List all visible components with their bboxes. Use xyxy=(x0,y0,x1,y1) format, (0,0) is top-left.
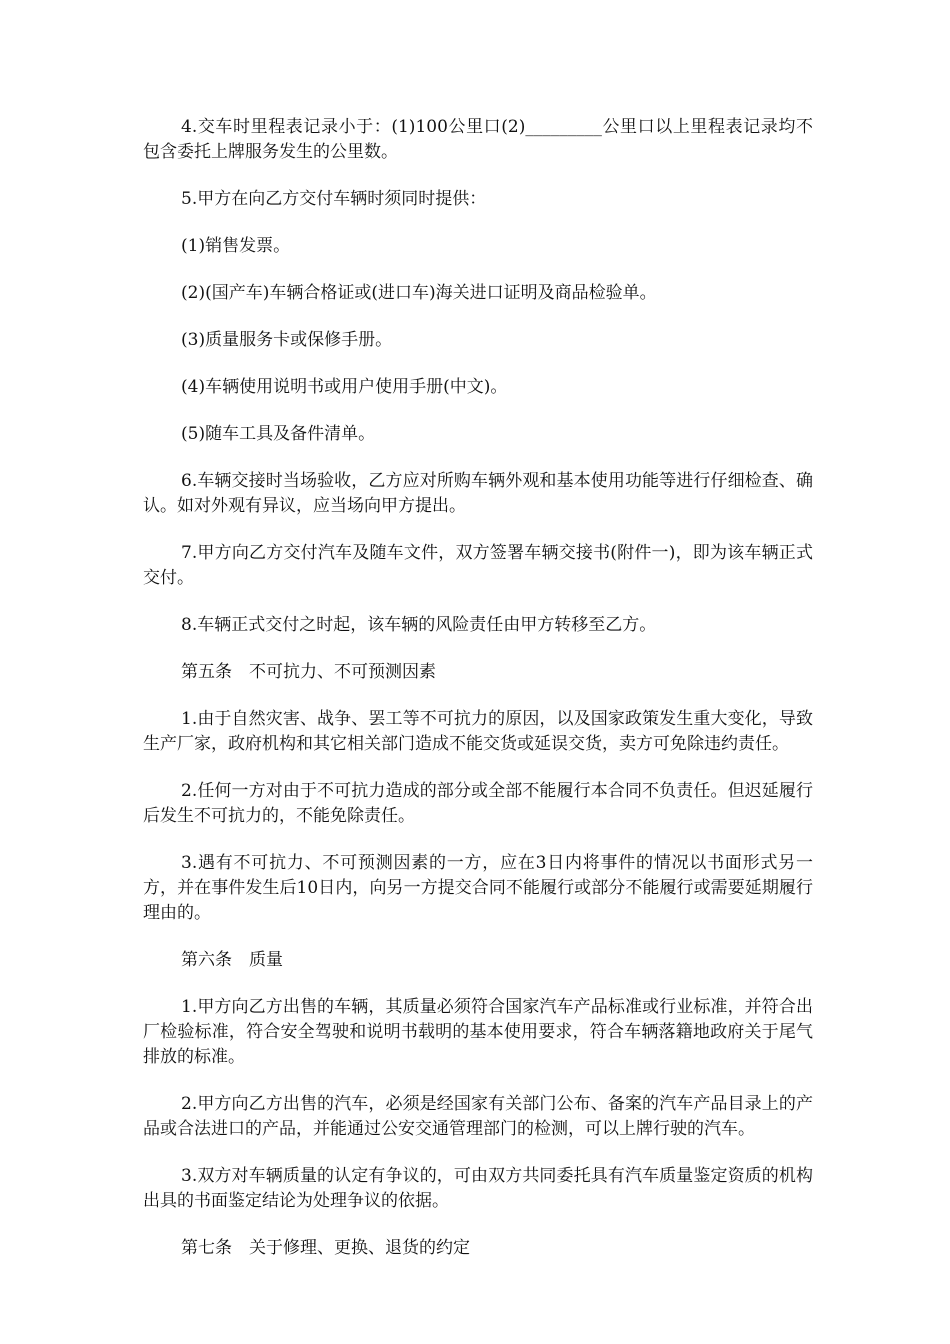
article-7-heading: 第七条 关于修理、更换、退货的约定 xyxy=(181,1238,470,1258)
paragraph-6-inspection: 6.车辆交接时当场验收，乙方应对所购车辆外观和基本使用功能等进行仔细检查、确认。如对外观有异议，应当场向甲方提出。 xyxy=(143,471,813,516)
paragraph-5-documents: 5.甲方在向乙方交付车辆时须同时提供： xyxy=(181,189,487,209)
document-body xyxy=(143,115,813,1261)
article-5-heading: 第五条 不可抗力、不可预测因素 xyxy=(181,662,436,682)
article-5-clause-1: 1.由于自然灾害、战争、罢工等不可抗力的原因，以及国家政策发生重大变化，导致生产厂家，政府机构和其它相关部门造成不能交货或延误交货，卖方可免除违约责任。 xyxy=(143,709,813,754)
paragraph-5-item-5: (5)随车工具及备件清单。 xyxy=(181,424,376,444)
article-6-heading: 第六条 质量 xyxy=(181,950,283,970)
article-6-clause-3: 3.双方对车辆质量的认定有争议的，可由双方共同委托具有汽车质量鉴定资质的机构出具的书面鉴定结论为处理争议的依据。 xyxy=(143,1166,813,1211)
paragraph-5-item-2: (2)(国产车)车辆合格证或(进口车)海关进口证明及商品检验单。 xyxy=(181,283,657,303)
article-6-clause-1: 1.甲方向乙方出售的车辆，其质量必须符合国家汽车产品标准或行业标准，并符合出厂检验标准，符合安全驾驶和说明书载明的基本使用要求，符合车辆落籍地政府关于尾气排放的标准。 xyxy=(143,997,813,1067)
paragraph-8-risk: 8.车辆正式交付之时起，该车辆的风险责任由甲方转移至乙方。 xyxy=(181,615,657,635)
paragraph-5-item-4: (4)车辆使用说明书或用户使用手册(中文)。 xyxy=(181,377,508,397)
paragraph-4-mileage: 4.交车时里程表记录小于：(1)100公里口(2)_________公里口以上里程表记录均不包含委托上牌服务发生的公里数。 xyxy=(143,117,813,162)
article-5-clause-2: 2.任何一方对由于不可抗力造成的部分或全部不能履行本合同不负责任。但迟延履行后发生不可抗力的，不能免除责任。 xyxy=(143,781,813,826)
paragraph-7-delivery: 7.甲方向乙方交付汽车及随车文件，双方签署车辆交接书(附件一)，即为该车辆正式交付。 xyxy=(143,543,813,588)
paragraph-5-item-3: (3)质量服务卡或保修手册。 xyxy=(181,330,393,350)
article-6-clause-2: 2.甲方向乙方出售的汽车，必须是经国家有关部门公布、备案的汽车产品目录上的产品或合法进口的产品，并能通过公安交通管理部门的检测，可以上牌行驶的汽车。 xyxy=(143,1094,813,1139)
article-5-clause-3: 3.遇有不可抗力、不可预测因素的一方，应在3日内将事件的情况以书面形式另一方，并在事件发生后10日内，向另一方提交合同不能履行或部分不能履行或需要延期履行理由的。 xyxy=(143,853,813,923)
paragraph-5-item-1: (1)销售发票。 xyxy=(181,236,291,256)
